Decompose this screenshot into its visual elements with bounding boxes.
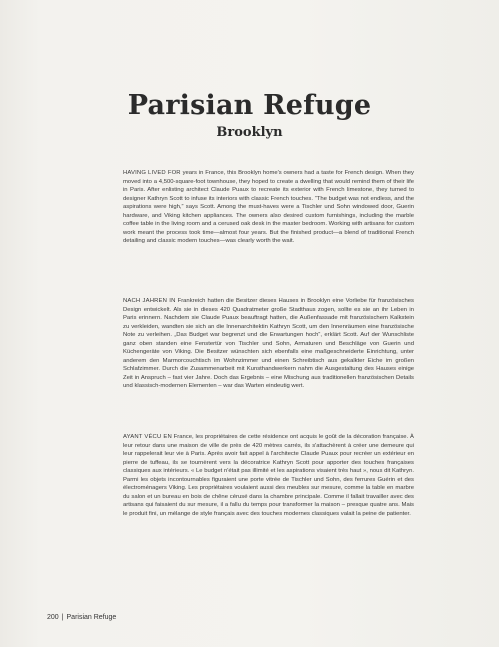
footer-section-title: Parisian Refuge [66,614,117,621]
paragraph-body: France, les propriétaires de cette résidence ont acquis le goût de la décoration française. À leur retour dans une maison de ville de près de 420 mètres carrés, ils s'attachèrent à créer une demeure qui leur rappelerait leur vie à Paris. Après avoir fait appel à l'architecte Claude Puaux pour recréer un extérieur en pierre de tuffeau, ils se tournèrent vers la décoratrice Kathryn Scott pour apporter des touches françaises classiques aux intérieurs. « Le budget n'était pas illimité et les aspirations visaient très haut », nous dit Kathryn. Parmi les objets incontournables figuraient une porte vitrée de Tischler und Sohn, des ferrures Guérin et des électroménagers Viking. Les propriétaires voulaient aussi des meubles sur mesure, comme la table en marbre du salon et un bureau en bois de chêne cérusé dans la chambre principale. Comme il fallait travailler avec des artisans qui faisaient du sur mesure, il a fallu du temps pour transformer la maison – presque quatre ans. Mais le produit fini, un mélange de style français avec des touches modernes classiques valait la peine de patienter. [123,434,414,517]
paragraph-french [123,433,414,518]
paragraph-english [123,169,414,246]
article-title: Parisian Refuge [127,90,372,121]
paragraph-body: years in France, this Brooklyn home's owners had a taste for French design. When they moved into a 4,500-square-foot townhouse, they hoped to create a dwelling that would remind them of their life in Paris. After enlisting architect Claude Puaux to recreate its exterior with French limestone, they turned to designer Kathryn Scott to infuse its interiors with classic French touches. “The budget was not endless, and the aspirations were high,” says Scott. Among the must-haves were a Tischler und Sohn windowed door, Guerin hardware, and Viking kitchen appliances. The owners also desired custom furnishings, including the marble coffee table in the living room and a cerused oak desk in the master bedroom. Working with artisans for custom work meant the process took time—almost four years. But the finished product—a blend of traditional French detailing and classic modern touches—was clearly worth the wait. [123,170,414,245]
page-number: 200 [47,614,59,621]
paragraph-german [123,297,414,391]
paragraph-body: Frankreich hatten die Besitzer dieses Hauses in Brooklyn eine Vorliebe für französisches Design entwickelt. Als sie in dieses 420 Quadratmeter große Stadthaus zogen, sollte es sie an ihr Leben in Paris erinnern. Nachdem sie Claude Puaux beauftragt hatten, die Außenfassade mit französischem Kalkstein zu verkleiden, wandten sie sich an die Innenarchitektin Kathryn Scott, um den Innenräumen eine französische Note zu verleihen. „Das Budget war begrenzt und die Erwartungen hoch“, erklärt Scott. Auf der Wunschliste ganz oben standen eine Fenstertür von Tischler und Sohn, Armaturen und Beschläge von Guerin und Küchengeräte von Viking. Die Besitzer wünschten sich ebenfalls eine maßgeschneiderte Einrichtung, unter anderem den Marmorcouchtisch im Wohnzimmer und einen Schreibtisch aus gekalkter Eiche im großen Schlafzimmer. Durch die Zusammenarbeit mit Kunsthandwerkern nahm die Ausgestaltung des Hauses einige Zeit in Anspruch – fast vier Jahre. Doch das Ergebnis – eine Mischung aus traditionellen französischen Details und klassisch-modernen Elementen – war das Warten eindeutig wert. [123,298,414,390]
paragraph-lead: AYANT VÉCU EN [123,434,172,440]
page-footer [47,614,116,621]
paragraph-lead: HAVING LIVED FOR [123,170,181,176]
article-subtitle: Brooklyn [216,125,283,140]
footer-separator: | [61,614,64,621]
paragraph-lead: NACH JAHREN IN [123,298,176,304]
